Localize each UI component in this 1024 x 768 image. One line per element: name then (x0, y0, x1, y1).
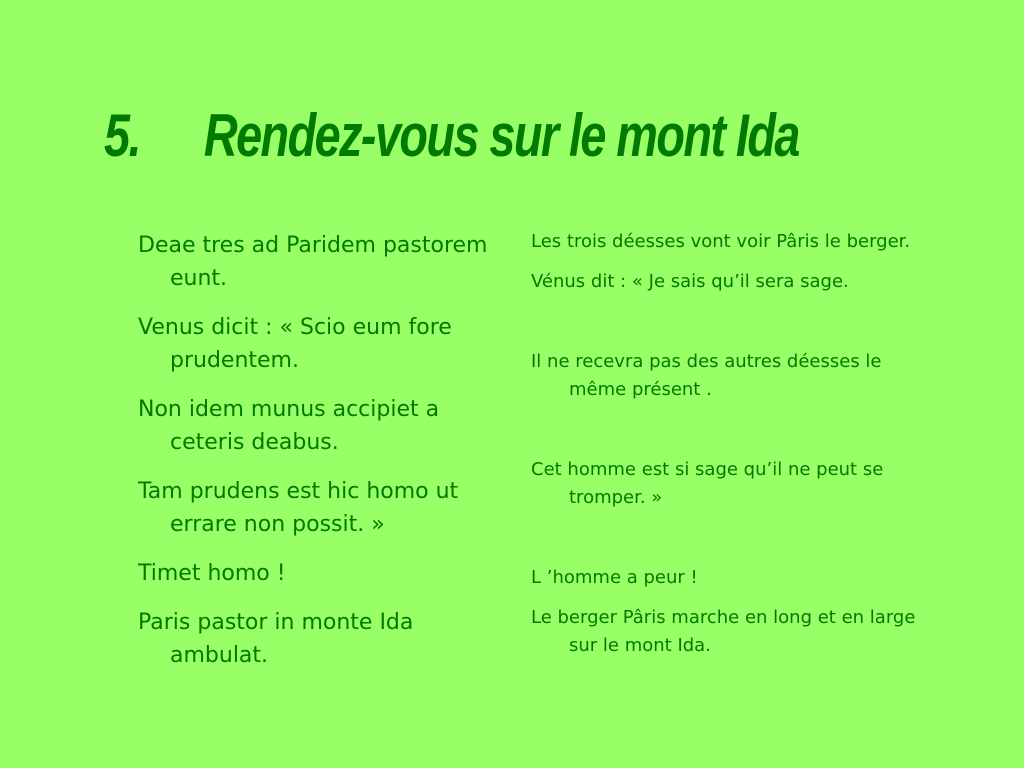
latin-column (138, 229, 500, 688)
french-paragraph: L ’homme a peur ! (531, 567, 698, 588)
french-paragraph: Les trois déesses vont voir Pâris le berger. (531, 231, 911, 252)
french-column (531, 228, 931, 660)
latin-paragraph: Paris pastor in monte Ida ambulat. (138, 610, 414, 668)
title-number: 5. (104, 102, 140, 169)
french-paragraph: Cet homme est si sage qu’il ne peut se tromper. » (531, 459, 884, 508)
slide-title (104, 96, 806, 176)
french-paragraph: Le berger Pâris marche en long et en large sur le mont Ida. (531, 607, 916, 656)
latin-paragraph: Tam prudens est hic homo ut errare non possit. » (138, 479, 459, 537)
title-text: Rendez-vous sur le mont Ida (203, 102, 799, 169)
latin-paragraph: Venus dicit : « Scio eum fore prudentem. (138, 315, 452, 373)
french-paragraph: Il ne recevra pas des autres déesses le même présent . (531, 351, 882, 400)
latin-paragraph: Deae tres ad Paridem pastorem eunt. (138, 233, 488, 291)
french-paragraph: Vénus dit : « Je sais qu’il sera sage. (531, 271, 849, 292)
latin-paragraph: Timet homo ! (138, 561, 286, 586)
latin-paragraph: Non idem munus accipiet a ceteris deabus. (138, 397, 440, 455)
